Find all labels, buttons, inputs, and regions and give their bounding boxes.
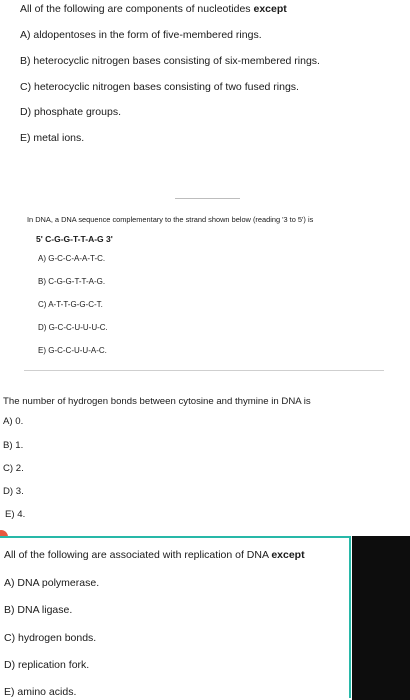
question-2-option-b[interactable]: B) C-G-G-T-T-A-G. bbox=[38, 277, 106, 286]
question-3-stem: The number of hydrogen bonds between cytosine and thymine in DNA is bbox=[3, 396, 311, 407]
question-4-option-a[interactable]: A) DNA polymerase. bbox=[4, 577, 100, 589]
question-1-option-e[interactable]: E) metal ions. bbox=[20, 132, 85, 144]
question-1-stem bbox=[20, 3, 287, 15]
question-3-option-b[interactable]: B) 1. bbox=[3, 440, 24, 451]
divider bbox=[24, 370, 384, 371]
question-1-stem-text: All of the following are components of nucleotides bbox=[20, 3, 251, 15]
question-2-sequence: 5' C-G-G-T-T-A-G 3' bbox=[36, 234, 113, 244]
divider bbox=[175, 198, 240, 199]
question-1-option-c[interactable]: C) heterocyclic nitrogen bases consisting of two fused rings. bbox=[20, 81, 299, 93]
question-4-option-c[interactable]: C) hydrogen bonds. bbox=[4, 632, 97, 644]
question-1-option-a[interactable]: A) aldopentoses in the form of five-membered rings. bbox=[20, 29, 262, 41]
question-2-option-d[interactable]: D) G-C-C-U-U-U-C. bbox=[38, 323, 108, 332]
question-2-option-a[interactable]: A) G-C-C-A-A-T-C. bbox=[38, 254, 106, 263]
question-2-option-c[interactable]: C) A-T-T-G-G-C-T. bbox=[38, 300, 103, 309]
dark-background-edge bbox=[352, 536, 410, 700]
question-3-option-d[interactable]: D) 3. bbox=[3, 486, 24, 497]
question-3 bbox=[0, 374, 410, 534]
question-2-option-e[interactable]: E) G-C-C-U-U-A-C. bbox=[38, 346, 107, 355]
question-1-stem-emphasis: except bbox=[253, 3, 287, 15]
question-3-option-a[interactable]: A) 0. bbox=[3, 416, 24, 427]
question-4-card bbox=[0, 536, 351, 698]
question-2 bbox=[0, 205, 410, 373]
question-1 bbox=[0, 0, 410, 200]
question-4-stem-text: All of the following are associated with replication of DNA bbox=[4, 549, 269, 561]
question-4-stem bbox=[4, 549, 305, 561]
question-3-option-e[interactable]: E) 4. bbox=[5, 509, 26, 520]
question-2-stem: In DNA, a DNA sequence complementary to the strand shown below (reading '3 to 5') is bbox=[27, 215, 314, 224]
question-4-stem-emphasis: except bbox=[271, 549, 305, 561]
question-4-option-d[interactable]: D) replication fork. bbox=[4, 659, 90, 671]
question-1-option-b[interactable]: B) heterocyclic nitrogen bases consisting of six-membered rings. bbox=[20, 55, 320, 67]
question-3-option-c[interactable]: C) 2. bbox=[3, 463, 24, 474]
question-4-option-b[interactable]: B) DNA ligase. bbox=[4, 604, 73, 616]
question-1-option-d[interactable]: D) phosphate groups. bbox=[20, 106, 121, 118]
question-4-option-e[interactable]: E) amino acids. bbox=[4, 686, 77, 698]
